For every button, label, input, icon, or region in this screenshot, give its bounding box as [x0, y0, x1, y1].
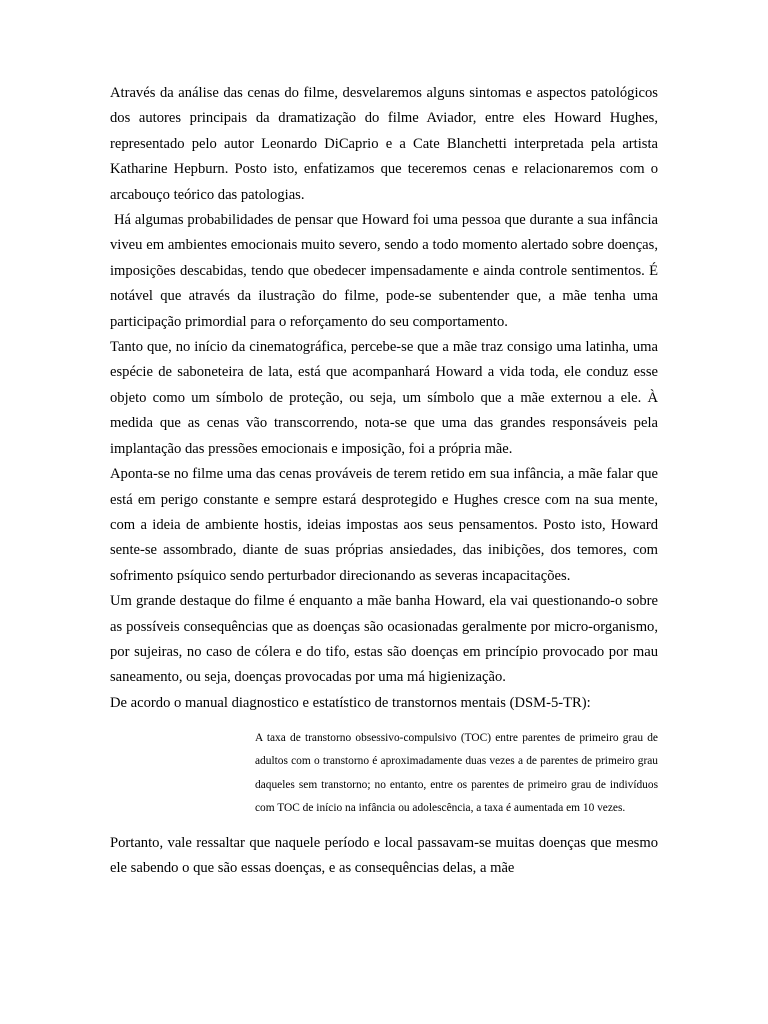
block-quote: A taxa de transtorno obsessivo-compulsivo (TOC) entre parentes de primeiro grau de adultos com o transtorno é aproximadamente duas vezes a de parentes de primeiro grau daqueles sem transtorno; no entanto, entre os parentes de primeiro grau de indivíduos com TOC de início na infância ou adolescência, a taxa é aumentada em 10 vezes. — [255, 732, 658, 814]
paragraph-childhood: Há algumas probabilidades de pensar que Howard foi uma pessoa que durante a sua infância viveu em ambientes emocionais muito severo, sendo a todo momento alertado sobre doenças, imposições descabidas, tendo que obedecer impensadamente e ainda controle sentimentos. É notável que através da ilustração do filme, pode-se subentender que, a mãe tenha uma participação primordial para o reforçamento do seu comportamento. — [110, 212, 658, 330]
paragraph-intro: Através da análise das cenas do filme, desvelaremos alguns sintomas e aspectos patológicos dos autores principais da dramatização do filme Aviador, entre eles Howard Hughes, representado pelo autor Leonardo DiCaprio e a Cate Blanchetti interpretada pela artista Katharine Hepburn. Posto isto, enfatizamos que teceremos cenas e relacionaremos com o arcabouço teórico das patologias. — [110, 85, 658, 203]
paragraph-closing: Portanto, vale ressaltar que naquele período e local passavam-se muitas doenças que mesmo ele sabendo o que são essas doenças, e as consequências delas, a mãe — [110, 834, 658, 877]
paragraph-bath-scene: Um grande destaque do filme é enquanto a mãe banha Howard, ela vai questionando-o sobre as possíveis consequências que as doenças são ocasionadas geralmente por micro-organismo, por sujeiras, no caso de cólera e do tifo, estas são doenças em princípio provocado por mau saneamento, ou seja, doenças provocadas por uma má higienização. — [110, 593, 658, 686]
document-page — [110, 81, 658, 882]
paragraph-soap-dish: Tanto que, no início da cinematográfica, percebe-se que a mãe traz consigo uma latinha, uma espécie de saboneteira de lata, está que acompanhará Howard a vida toda, ele conduz esse objeto como um símbolo de proteção, ou seja, um símbolo que a mãe externou a ele. À medida que as cenas vão transcorrendo, nota-se que uma das grandes responsáveis pela implantação das pressões emocionais e imposição, foi a própria mãe. — [110, 339, 658, 457]
paragraph-dsm-intro: De acordo o manual diagnostico e estatístico de transtornos mentais (DSM-5-TR): — [110, 694, 591, 711]
paragraph-scenes: Aponta-se no filme uma das cenas prováveis de terem retido em sua infância, a mãe falar que está em perigo constante e sempre estará desprotegido e Hughes cresce com na sua mente, com a ideia de ambiente hostis, ideias impostas aos seus pensamentos. Posto isto, Howard sente-se assombrado, diante de suas próprias ansiedades, das inibições, dos temores, com sofrimento psíquico sendo perturbador direcionando as severas incapacitações. — [110, 466, 658, 584]
